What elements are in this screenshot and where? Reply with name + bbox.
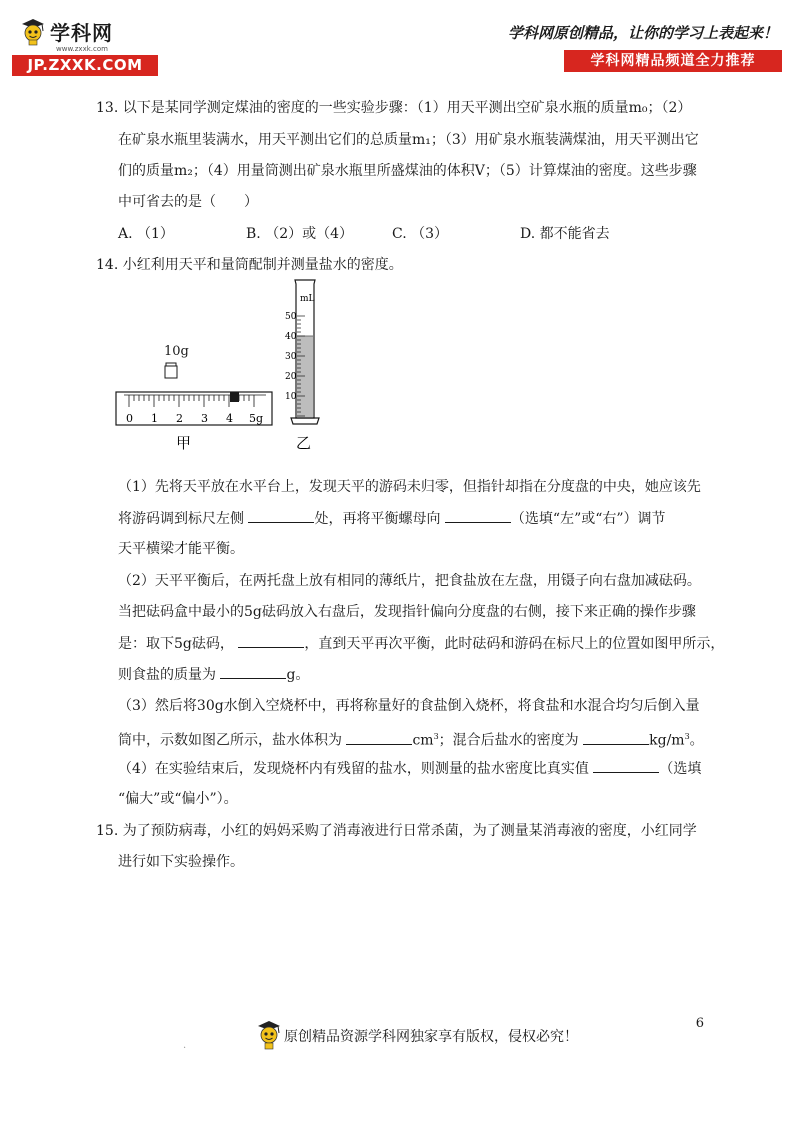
q14-p1-line-2: 将游码调到标尺左侧 处，再将平衡螺母向 （选填“左”或“右”）调节	[118, 508, 666, 529]
q14-p2-line-2: 当把砝码盒中最小的5g砝码放入右盘后，发现指针偏向分度盘的右侧，接下来正确的操作步骤	[118, 604, 696, 620]
ruler-tick-4: 4	[226, 412, 233, 425]
cyl-tick-30: 30	[285, 352, 297, 362]
cyl-tick-20: 20	[285, 372, 297, 382]
option-d[interactable]: D. 都不能省去	[520, 226, 610, 242]
blank-2[interactable]	[445, 508, 511, 523]
q14-p3-line-2: 筒中，示数如图乙所示，盐水体积为 $cm^3$；混合后盐水的密度为 $kg/m^3$。	[118, 727, 704, 751]
ruler-tick-1: 1	[151, 412, 158, 425]
blank-1[interactable]	[248, 508, 314, 523]
blank-7[interactable]	[593, 758, 659, 773]
blank-4[interactable]	[220, 664, 286, 679]
recommend-banner: 学科网精品频道全力推荐	[564, 50, 782, 72]
cylinder-unit: mL	[300, 294, 315, 304]
ruler-tick-5: 5g	[249, 412, 264, 425]
mascot-icon	[20, 16, 46, 46]
q14-p4-line-2: “偏大”或“偏小”）。	[118, 791, 238, 807]
q14-p3-line-1: （3）然后将30g水倒入空烧杯中，再将称量好的食盐倒入烧杯，将食盐和水混合均匀后倒入量	[118, 698, 700, 714]
weight-label: 10g	[164, 344, 189, 359]
header-slogan: 学科网原创精品，让你的学习上表起来！	[507, 24, 778, 42]
footer-dot: .	[183, 1040, 187, 1051]
q13-line-4: 中可省去的是（ ）	[118, 194, 258, 210]
q14-p1-line-3: 天平横梁才能平衡。	[118, 541, 244, 557]
q13-line-2: 在矿泉水瓶里装满水，用天平测出它们的总质量m₁；（3）用矿泉水瓶装满煤油，用天平测出它	[118, 132, 699, 148]
cylinder-base	[291, 418, 319, 424]
logo-title: 学科网	[50, 20, 113, 45]
blank-5[interactable]	[346, 730, 412, 745]
figure-label-b: 乙	[296, 434, 312, 452]
q14-p2-line-1: （2）天平平衡后，在两托盘上放有相同的薄纸片，把食盐放在左盘，用镊子向右盘加减砝码。	[118, 573, 701, 589]
logo-top	[20, 14, 113, 48]
q14-p1-line-1: （1）先将天平放在水平台上，发现天平的游码未归零，但指针却指在分度盘的中央，她应该先	[118, 479, 701, 495]
ruler-tick-0: 0	[126, 412, 133, 425]
logo-url-bar: JP.ZXXK.COM	[12, 55, 158, 76]
q14-p2-line-3: 是：取下5g砝码， ，直到天平再次平衡，此时砝码和游码在标尺上的位置如图甲所示，	[118, 633, 724, 654]
blank-3[interactable]	[238, 633, 304, 648]
zxxk-logo[interactable]	[12, 14, 162, 76]
cyl-tick-40: 40	[285, 332, 297, 342]
ruler-tick-2: 2	[176, 412, 183, 425]
cyl-tick-10: 10	[285, 392, 297, 402]
ruler-tick-3: 3	[201, 412, 208, 425]
figure-label-a: 甲	[176, 434, 192, 452]
option-a[interactable]: A. （1）	[118, 226, 174, 242]
blank-6[interactable]	[583, 730, 649, 745]
q14-p4-line-1: （4）在实验结束后，发现烧杯内有残留的盐水，则测量的盐水密度比真实值 （选填	[118, 758, 701, 779]
cyl-tick-50: 50	[285, 312, 297, 322]
ruler-rider[interactable]	[230, 392, 239, 402]
page-header	[0, 0, 800, 80]
q14-p2-line-4: 则食盐的质量为 g。	[118, 664, 309, 685]
option-b[interactable]: B. （2）或（4）	[246, 226, 354, 242]
logo-subtitle: www.zxxk.com	[56, 45, 108, 53]
q15-line-2: 进行如下实验操作。	[118, 854, 244, 870]
figure-balance-ruler	[110, 340, 280, 460]
q13-line-3: 们的质量m₂；（4）用量筒测出矿泉水瓶里所盛煤油的体积V；（5）计算煤油的密度。这些步骤	[118, 163, 697, 179]
q14-intro: 14. 小红利用天平和量筒配制并测量盐水的密度。	[96, 257, 403, 273]
footer-copyright: 原创精品资源学科网独家享有版权，侵权必究！	[284, 1029, 578, 1045]
figure-measuring-cylinder	[285, 276, 335, 454]
option-c[interactable]: C. （3）	[392, 226, 449, 242]
footer-mascot-icon	[256, 1018, 282, 1050]
q15-line-1: 15. 为了预防病毒，小红的妈妈采购了消毒液进行日常杀菌，为了测量某消毒液的密度，小红同学	[96, 823, 697, 839]
page-number: 6	[695, 1016, 704, 1031]
q13-line-1: 13. 以下是某同学测定煤油的密度的一些实验步骤：（1）用天平测出空矿泉水瓶的质量m₀；（2）	[96, 100, 692, 116]
weight-icon	[165, 363, 177, 378]
